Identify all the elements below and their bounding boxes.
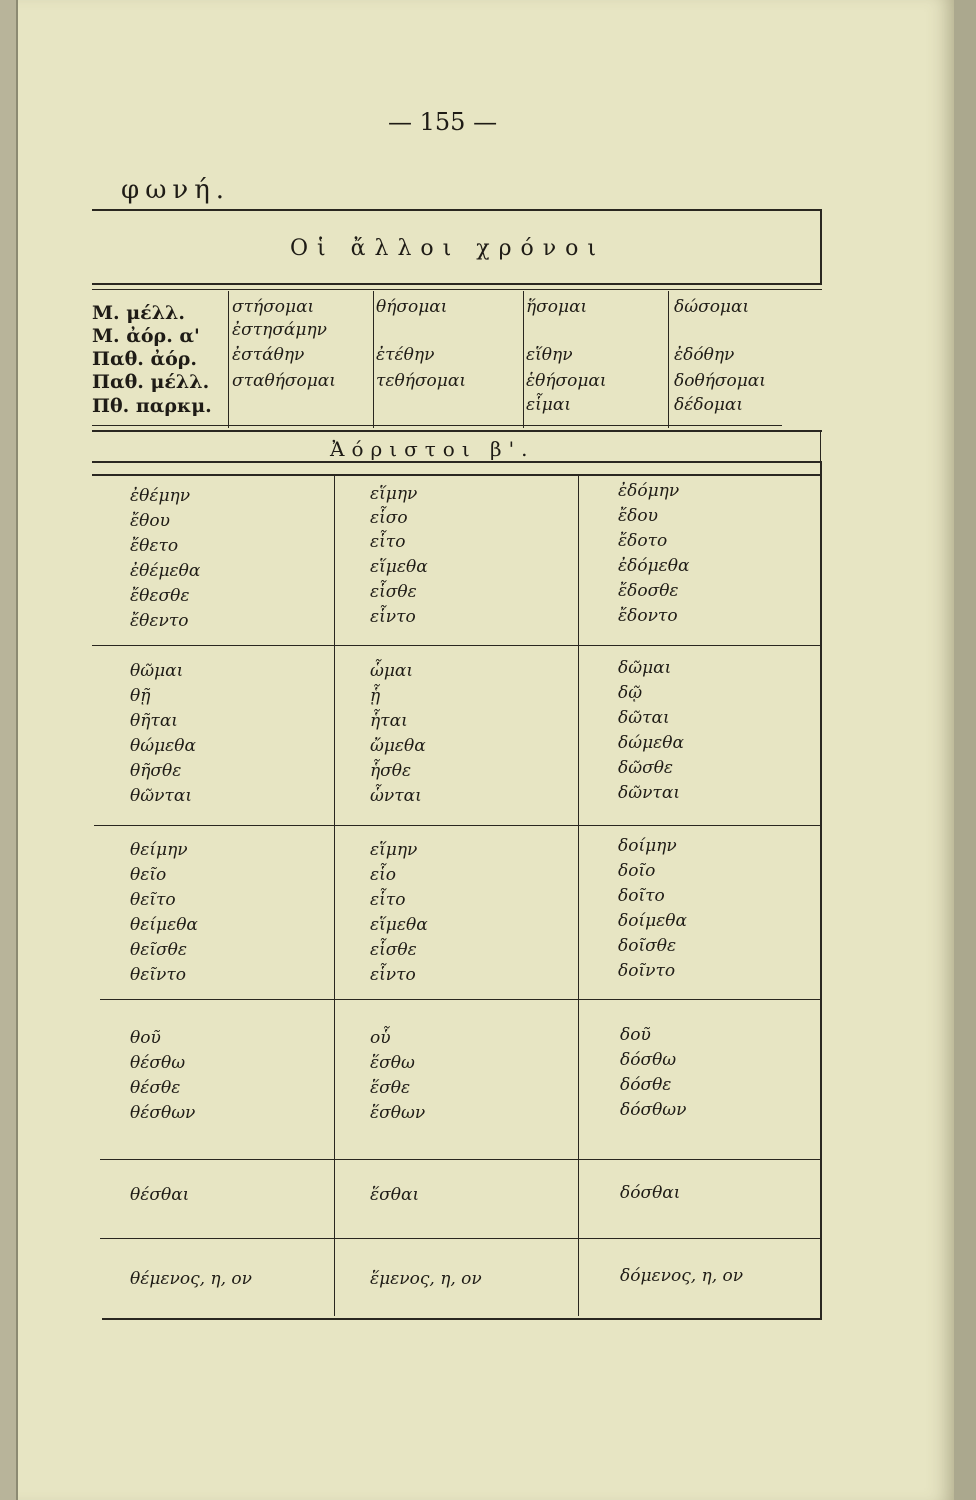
tense-label-aorist-passive: Παθ. ἀόρ.	[92, 348, 198, 370]
tense-label-aorist-middle: Μ. ἀόρ. α'	[92, 325, 200, 347]
form-stem2-future-middle: θήσομαι	[376, 297, 448, 317]
form-hiemi-subjunctive: ὤμεθα	[370, 736, 426, 756]
form-hiemi-indicative: εἷτο	[370, 532, 406, 552]
form-stem2-aorist-passive: ἐτέθην	[376, 345, 435, 365]
rule	[820, 430, 821, 461]
form-hiemi-indicative: εἵμην	[370, 484, 418, 504]
form-didomi-subjunctive: δῶται	[618, 708, 670, 728]
form-stem4-future-middle: δώσομαι	[674, 297, 750, 317]
rule	[100, 999, 822, 1000]
form-tithemi-imperative: θέσθω	[130, 1053, 186, 1073]
form-didomi-optative: δοίμεθα	[618, 911, 688, 931]
form-tithemi-subjunctive: θώμεθα	[130, 736, 196, 756]
form-stem3-perfect-passive: εἷμαι	[526, 395, 571, 415]
form-stem3-future-middle: ἥσομαι	[526, 297, 588, 317]
page	[16, 0, 954, 1500]
rule	[94, 825, 822, 826]
form-stem4-aorist-passive: ἐδόθην	[674, 345, 735, 365]
form-tithemi-participle: θέμενος, η, ον	[130, 1269, 252, 1289]
form-didomi-subjunctive: δῷ	[618, 683, 643, 703]
form-hiemi-imperative: οὗ	[370, 1028, 391, 1048]
form-didomi-optative: δοῖο	[618, 861, 656, 881]
rule	[820, 462, 822, 1320]
form-stem4-perfect-passive: δέδομαι	[674, 395, 744, 415]
form-hiemi-optative: εἷο	[370, 865, 397, 885]
form-didomi-subjunctive: δῶσθε	[618, 758, 674, 778]
form-didomi-subjunctive: δῶμαι	[618, 658, 672, 678]
form-hiemi-subjunctive: ᾗ	[370, 686, 381, 706]
form-tithemi-subjunctive: θῆται	[130, 711, 178, 731]
section-title-other-tenses: Οἱ ἄλλοι χρόνοι	[290, 236, 606, 261]
form-tithemi-optative: θεῖντο	[130, 965, 186, 985]
form-didomi-subjunctive: δώμεθα	[618, 733, 684, 753]
form-hiemi-indicative: εἷσθε	[370, 582, 417, 602]
form-tithemi-indicative: ἐθέμην	[130, 486, 191, 506]
form-tithemi-optative: θείμεθα	[130, 915, 198, 935]
form-didomi-imperative: δοῦ	[620, 1025, 651, 1045]
rule	[578, 476, 579, 1316]
form-tithemi-optative: θεῖο	[130, 865, 167, 885]
tense-label-perfect-passive: Πθ. παρκμ.	[92, 395, 212, 417]
form-hiemi-optative: εἷσθε	[370, 940, 417, 960]
form-didomi-indicative: ἔδου	[618, 506, 658, 526]
rule	[820, 209, 822, 285]
form-tithemi-subjunctive: θῶμαι	[130, 661, 184, 681]
form-didomi-indicative: ἔδοσθε	[618, 581, 679, 601]
section-title-second-aorists: Ἀόριστοι β'.	[330, 437, 535, 461]
form-didomi-optative: δοῖτο	[618, 886, 665, 906]
tense-label-future-passive: Παθ. μέλλ.	[92, 371, 210, 393]
page-heading: φωνή.	[121, 175, 231, 205]
form-hiemi-subjunctive: ἧται	[370, 711, 408, 731]
form-tithemi-optative: θείμην	[130, 840, 188, 860]
form-hiemi-subjunctive: ὧνται	[370, 786, 422, 806]
rule	[100, 1238, 822, 1239]
form-stem3-aorist-passive: εἵθην	[526, 345, 573, 365]
form-tithemi-indicative: ἔθεσθε	[130, 586, 190, 606]
form-tithemi-imperative: θέσθων	[130, 1103, 196, 1123]
rule	[92, 474, 822, 476]
rule	[92, 425, 782, 426]
form-tithemi-subjunctive: θῇ	[130, 686, 151, 706]
form-tithemi-subjunctive: θῶνται	[130, 786, 192, 806]
form-hiemi-optative: εἵμην	[370, 840, 418, 860]
form-hiemi-imperative: ἕσθω	[370, 1053, 415, 1073]
rule	[92, 209, 822, 211]
rule	[523, 291, 524, 428]
form-stem1-future-middle: στήσομαι	[232, 297, 315, 317]
form-hiemi-subjunctive: ἧσθε	[370, 761, 412, 781]
form-didomi-infinitive: δόσθαι	[620, 1183, 681, 1203]
page-stack-edge	[952, 0, 976, 1500]
form-didomi-imperative: δόσθων	[620, 1100, 687, 1120]
form-tithemi-indicative: ἔθεντο	[130, 611, 189, 631]
form-hiemi-indicative: εἵμεθα	[370, 557, 428, 577]
form-stem4-future-passive: δοθήσομαι	[674, 371, 766, 391]
form-didomi-participle: δόμενος, η, ον	[620, 1266, 744, 1286]
form-hiemi-subjunctive: ὧμαι	[370, 661, 414, 681]
rule	[92, 283, 822, 285]
form-hiemi-indicative: εἷσο	[370, 508, 408, 528]
form-hiemi-optative: εἷτο	[370, 890, 406, 910]
form-didomi-indicative: ἔδοτο	[618, 531, 668, 551]
form-didomi-optative: δοῖσθε	[618, 936, 677, 956]
form-hiemi-imperative: ἕσθε	[370, 1078, 411, 1098]
form-tithemi-subjunctive: θῆσθε	[130, 761, 182, 781]
form-hiemi-imperative: ἕσθων	[370, 1103, 426, 1123]
form-hiemi-optative: εἷντο	[370, 965, 416, 985]
rule	[100, 1159, 822, 1160]
rule	[92, 430, 822, 432]
form-stem1-aorist-middle: ἐστησάμην	[232, 320, 327, 340]
rule	[92, 645, 822, 646]
form-tithemi-imperative: θέσθε	[130, 1078, 181, 1098]
form-didomi-optative: δοῖντο	[618, 961, 676, 981]
rule	[334, 476, 335, 1316]
form-didomi-imperative: δόσθω	[620, 1050, 677, 1070]
form-didomi-optative: δοίμην	[618, 836, 677, 856]
rule	[228, 291, 229, 428]
form-hiemi-indicative: εἷντο	[370, 607, 416, 627]
page-number: — 155 —	[388, 108, 498, 136]
form-hiemi-optative: εἵμεθα	[370, 915, 428, 935]
form-didomi-indicative: ἐδόμεθα	[618, 556, 690, 576]
rule	[102, 1318, 822, 1320]
rule	[668, 291, 669, 428]
form-didomi-subjunctive: δῶνται	[618, 783, 680, 803]
tense-label-future-middle: Μ. μέλλ.	[92, 302, 185, 324]
form-hiemi-participle: ἕμενος, η, ον	[370, 1269, 482, 1289]
form-stem1-aorist-passive: ἐστάθην	[232, 345, 305, 365]
form-tithemi-imperative: θοῦ	[130, 1028, 161, 1048]
form-stem1-future-passive: σταθήσομαι	[232, 371, 336, 391]
form-stem2-future-passive: τεθήσομαι	[376, 371, 466, 391]
form-didomi-indicative: ἐδόμην	[618, 481, 680, 501]
form-didomi-imperative: δόσθε	[620, 1075, 672, 1095]
rule	[92, 289, 822, 290]
form-tithemi-optative: θεῖσθε	[130, 940, 187, 960]
form-tithemi-indicative: ἔθετο	[130, 536, 179, 556]
rule	[373, 291, 374, 428]
form-tithemi-indicative: ἐθέμεθα	[130, 561, 201, 581]
form-hiemi-infinitive: ἕσθαι	[370, 1185, 420, 1205]
form-tithemi-infinitive: θέσθαι	[130, 1185, 190, 1205]
binding-edge	[0, 0, 16, 1500]
form-tithemi-indicative: ἔθου	[130, 511, 170, 531]
form-stem3-future-passive: ἑθήσομαι	[526, 371, 607, 391]
form-tithemi-optative: θεῖτο	[130, 890, 176, 910]
form-didomi-indicative: ἔδοντο	[618, 606, 678, 626]
rule	[92, 461, 822, 463]
